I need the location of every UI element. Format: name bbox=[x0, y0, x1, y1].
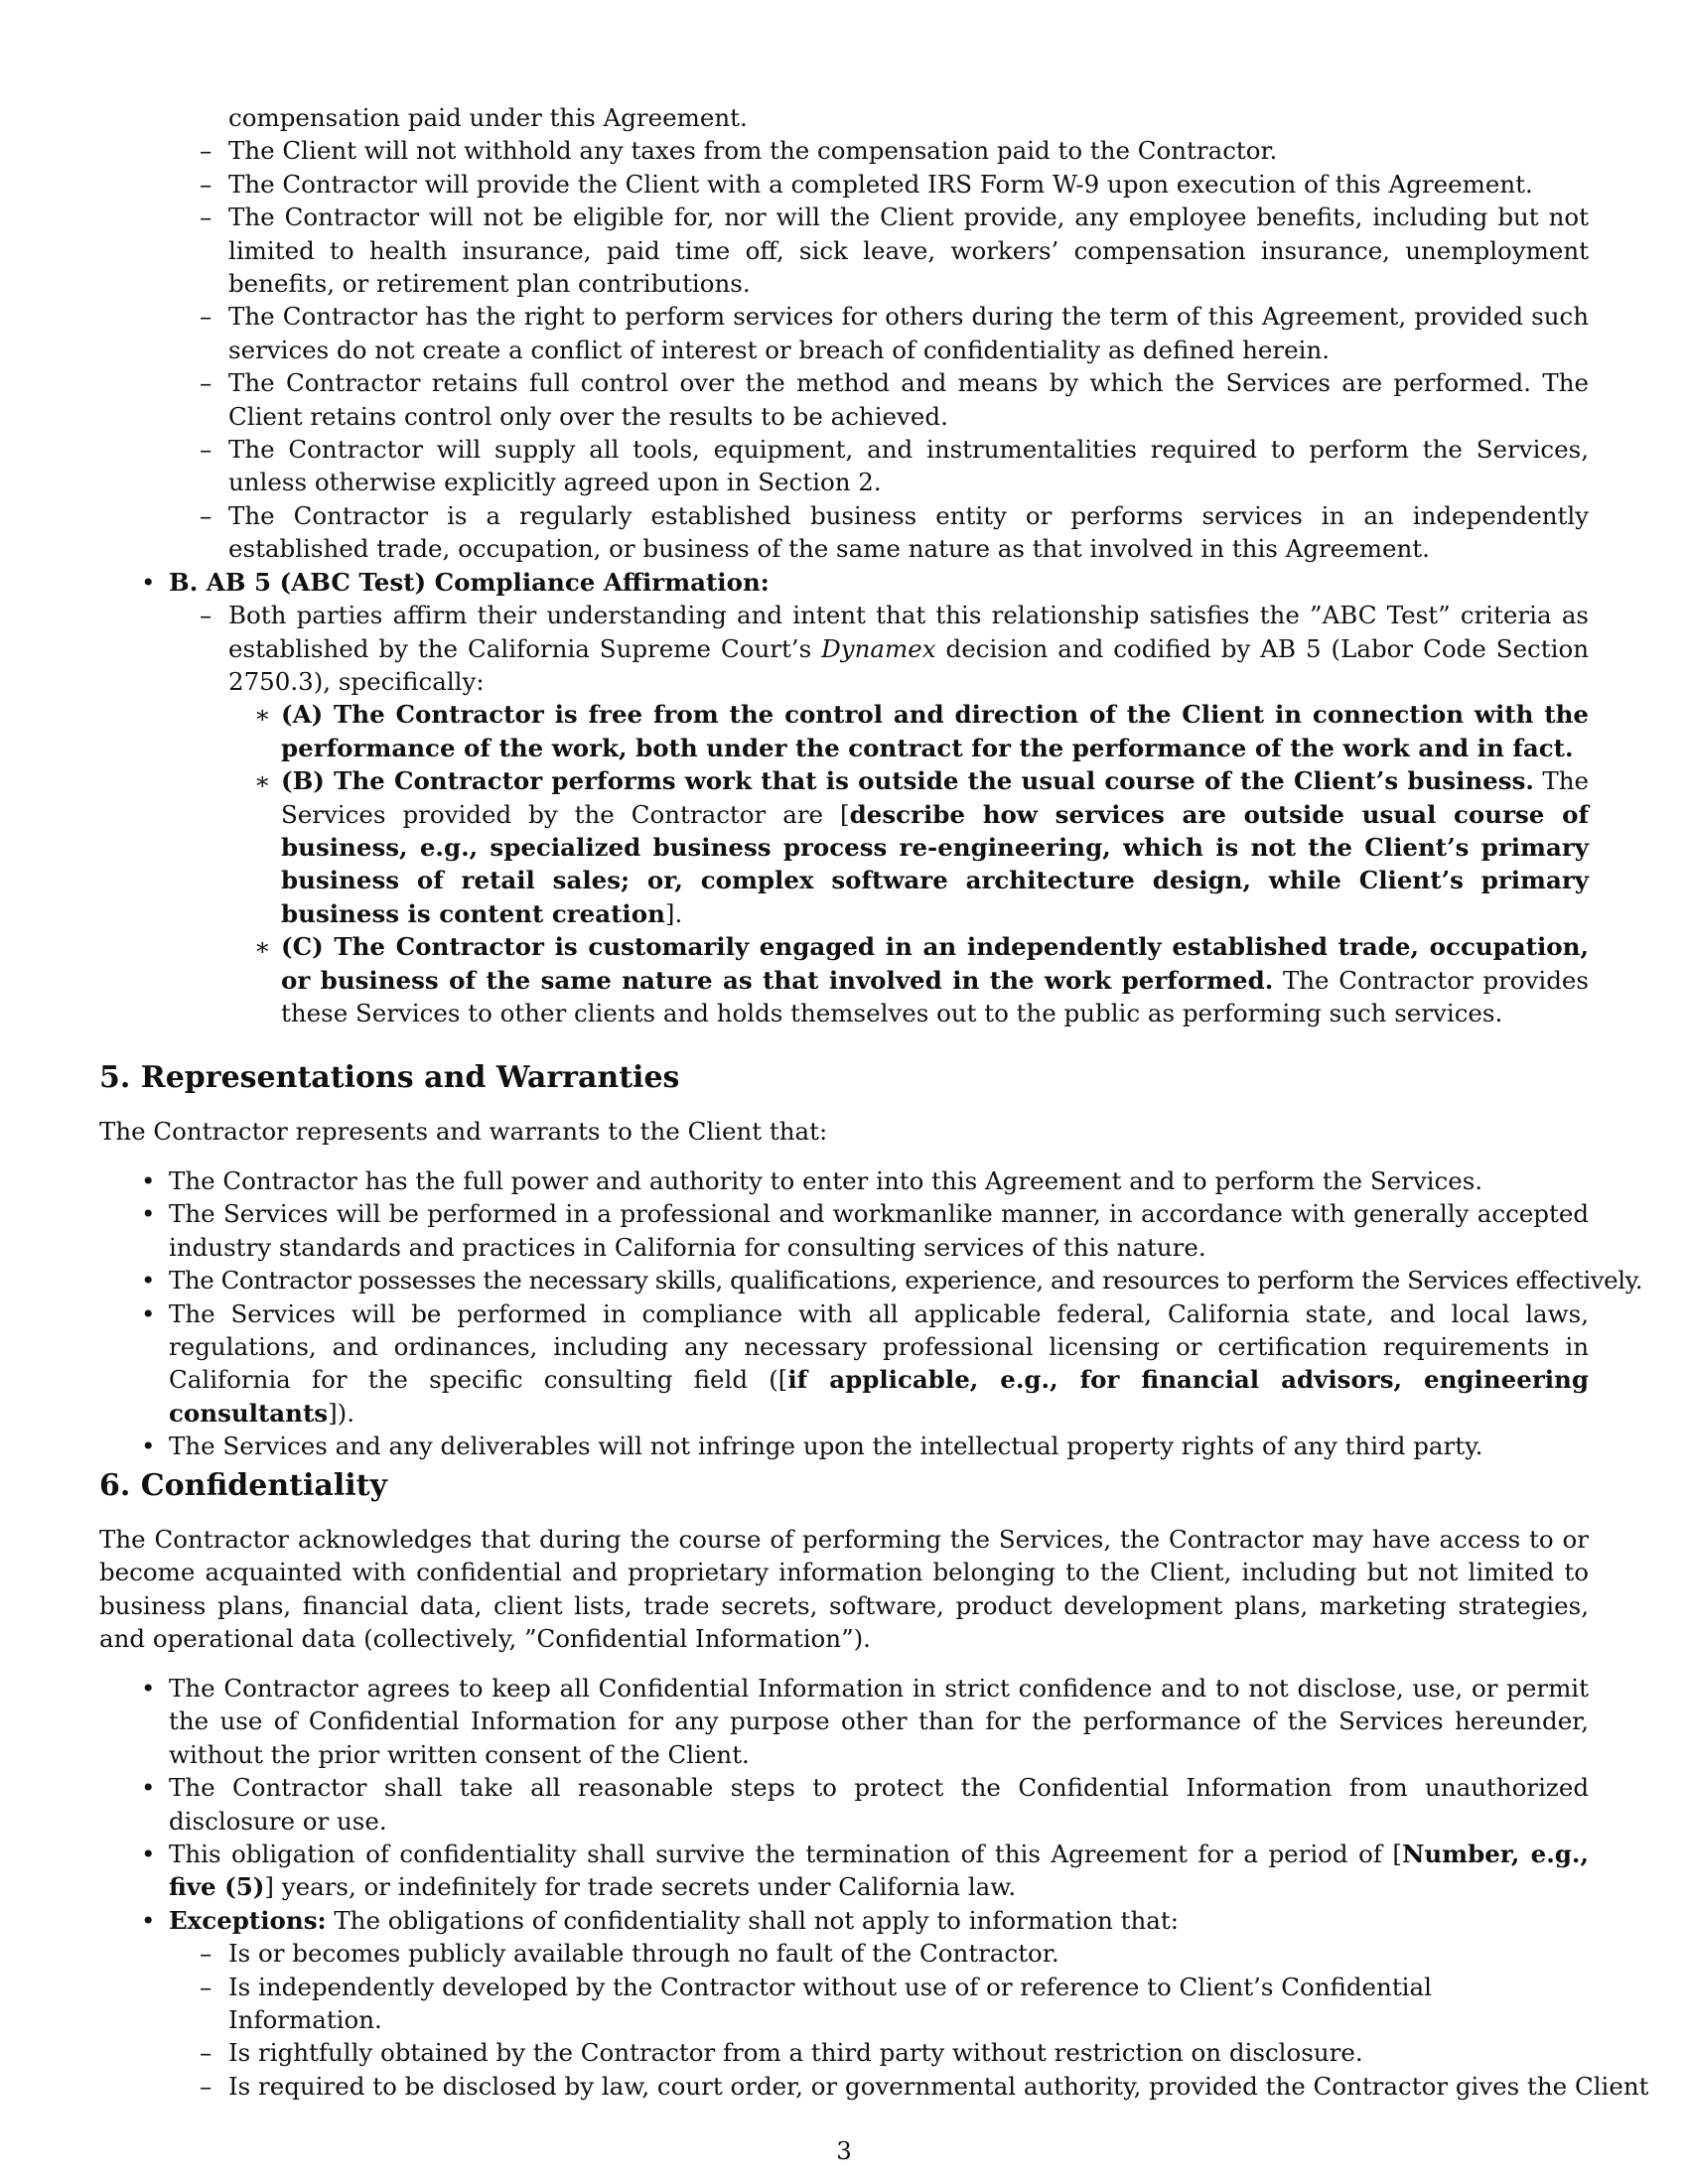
criterion-a: ∗ (A) The Contractor is free from the control and direction of the Client in connection with the performance of the work, both under the contract for the performance of the work and in fact. bbox=[254, 700, 1589, 762]
exceptions-list bbox=[200, 1937, 1649, 2103]
list-item: • The Contractor shall take all reasonable steps to protect the Confidential Information from unauthorized disclosure or use. bbox=[141, 1773, 1589, 1836]
list-item: – Is independently developed by the Contractor without use of or reference to Client’s Confidential Information. bbox=[200, 1972, 1432, 2035]
list-item: – Is required to be disclosed by law, court order, or governmental authority, provided the Contractor gives the Client bbox=[200, 2071, 1649, 2101]
criterion-c: ∗ (C) The Contractor is customarily engaged in an independently established trade, occupation, or business of the same nature as that involved in the work performed. The Contractor provides these Services to other clients and holds themselves out to the public as performing such services. bbox=[254, 932, 1589, 1027]
list-item: • The Contractor possesses the necessary skills, qualifications, experience, and resources to perform the Services effectively. bbox=[141, 1266, 1643, 1296]
section-5-heading: 5. Representations and Warranties bbox=[99, 1060, 680, 1095]
exceptions-item: • Exceptions: The obligations of confidentiality shall not apply to information that: – Is or becomes publicly available through no fault of the Contractor. – Is independently developed by the Contractor without use of or reference to Client’s Confidential Information. – Is rightfully obtained by the Contractor from a third party without restriction on disclosure. – Is required to be disclosed by law, court order, or governmental authority, provided the Contractor gives the Client bbox=[169, 1904, 1589, 2103]
list-item: – The Contractor will provide the Client with a completed IRS Form W-9 upon execution of this Agreement. bbox=[200, 169, 1533, 199]
section-4-continuation bbox=[99, 101, 1589, 1029]
ab5-heading: B. AB 5 (ABC Test) Compliance Affirmation: bbox=[169, 567, 770, 597]
list-item: • The Services will be performed in a professional and workmanlike manner, in accordance with generally accepted industry standards and practices in California for consulting services of this nature. bbox=[141, 1199, 1589, 1262]
section-5-intro: The Contractor represents and warrants to the Client that: bbox=[99, 1117, 828, 1146]
list-item: – The Contractor retains full control over the method and means by which the Services are performed. The Client retains control only over the results to be achieved. bbox=[200, 368, 1589, 431]
criterion-b: ∗ (B) The Contractor performs work that is outside the usual course of the Client’s business. The Services provided by the Contractor are [describe how services are outside usual course of business, e.g., specialized business process re-engineering, which is not the Client’s primary business of retail sales; or, complex software architecture design, while Client’s primary business is content creation]. bbox=[254, 766, 1589, 928]
list-item: – The Contractor will supply all tools, equipment, and instrumentalities required to perform the Services, unless otherwise explicitly agreed upon in Section 2. bbox=[200, 435, 1589, 497]
section-6-heading: 6. Confidentiality bbox=[99, 1468, 387, 1503]
lead-line: compensation paid under this Agreement. bbox=[228, 103, 748, 132]
list-item: – The Contractor has the right to perform services for others during the term of this Agreement, provided such services do not create a conflict of interest or breach of confidentiality as defined herein. bbox=[200, 302, 1589, 364]
section-6-intro: The Contractor acknowledges that during the course of performing the Services, the Contractor may have access to or become acquainted with confidential and proprietary information belonging to the Client, including but not limited to business plans, financial data, client lists, trade secrets, software, product development plans, marketing strategies, and operational data (collectively, ”Confidential Information”). bbox=[99, 1525, 1589, 1654]
list-item: • The Contractor agrees to keep all Confidential Information in strict confidence and to not disclose, use, or permit the use of Confidential Information for any purpose other than for the performance of the Services hereunder, without the prior written consent of the Client. bbox=[141, 1674, 1589, 1769]
list-item: – The Contractor will not be eligible for, nor will the Client provide, any employee benefits, including but not limited to health insurance, paid time off, sick leave, workers’ compensation insurance, unemployment benefits, or retirement plan contributions. bbox=[200, 203, 1589, 299]
list-item: • This obligation of confidentiality shall survive the termination of this Agreement for a period of [Number, e.g., five (5)] years, or indefinitely for trade secrets under California law. bbox=[141, 1840, 1589, 1902]
list-item: – Is rightfully obtained by the Contractor from a third party without restriction on disclosure. bbox=[200, 2038, 1363, 2068]
list-item: – Both parties affirm their understanding and intent that this relationship satisfies the ”ABC Test” criteria as established by the California Supreme Court’s Dynamex decision and codified by AB 5 (Labor Code Section 2750.3), specifically: ∗ (A) The Contractor is free from the control and direction of the Client in connection with the performance of the work, both under the contract for the performance of the work and in fact. ∗ (B) The Contractor performs work that is outside the usual course of the Client’s business. The Services provided by the Contractor are [describe how services are outside usual course of business, e.g., specialized business process re-engineering, which is not the Client’s primary business of retail sales; or, complex software architecture design, while Client’s primary business is content creation]. ∗ (C) The Contractor is customarily engaged in an independently established trade, occupation, or business of the same nature as that involved in the work performed. The Contractor provides these Services to other clients and holds themselves out to the public as performing such services. bbox=[228, 599, 1589, 1029]
contractor-status-list bbox=[200, 134, 1589, 565]
confidentiality-list bbox=[141, 1672, 1649, 2103]
list-item: – The Client will not withhold any taxes from the compensation paid to the Contractor. bbox=[200, 136, 1278, 166]
list-item: • The Services will be performed in compliance with all applicable federal, California state, and local laws, regulations, and ordinances, including any necessary professional licensing or certification requirements in California for the specific consulting field ([if applicable, e.g., for financial advisors, engineering consultants]). bbox=[141, 1298, 1589, 1428]
ab5-list bbox=[141, 566, 1589, 1030]
ab5-heading-item: • B. AB 5 (ABC Test) Compliance Affirmation: – Both parties affirm their understanding and intent that this relationship satisfies the ”ABC Test” criteria as established by the California Supreme Court’s Dynamex decision and codified by AB 5 (Labor Code Section 2750.3), specifically: ∗ (A) The Contractor is free from the control and direction of the Client in connection with the performance of the work, both under the contract for the performance of the work and in fact. ∗ (B) The Contractor performs work that is outside the usual course of the Client’s business. The Services provided by the Contractor are [describe how services are outside usual course of business, e.g., specialized business process re-engineering, which is not the Client’s primary business of retail sales; or, complex software architecture design, while Client’s primary business is content creation]. ∗ (C) The Contractor is customarily engaged in an independently established trade, occupation, or business of the same nature as that involved in the work performed. The Contractor provides these Services to other clients and holds themselves out to the public as performing such services. bbox=[169, 566, 1589, 1030]
list-item: – The Contractor is a regularly established business entity or performs services in an independently established trade, occupation, or business of the same nature as that involved in this Agreement. bbox=[200, 500, 1589, 564]
ab5-sublist bbox=[200, 599, 1589, 1029]
list-item: – Is or becomes publicly available through no fault of the Contractor. bbox=[200, 1939, 1059, 1969]
page-number: 3 bbox=[836, 2136, 852, 2165]
list-item: • The Services and any deliverables will not infringe upon the intellectual property rights of any third party. bbox=[141, 1432, 1483, 1461]
list-item: • The Contractor has the full power and authority to enter into this Agreement and to perform the Services. bbox=[141, 1166, 1483, 1195]
abc-criteria-list bbox=[254, 698, 1589, 1029]
warranties-list bbox=[141, 1164, 1643, 1463]
